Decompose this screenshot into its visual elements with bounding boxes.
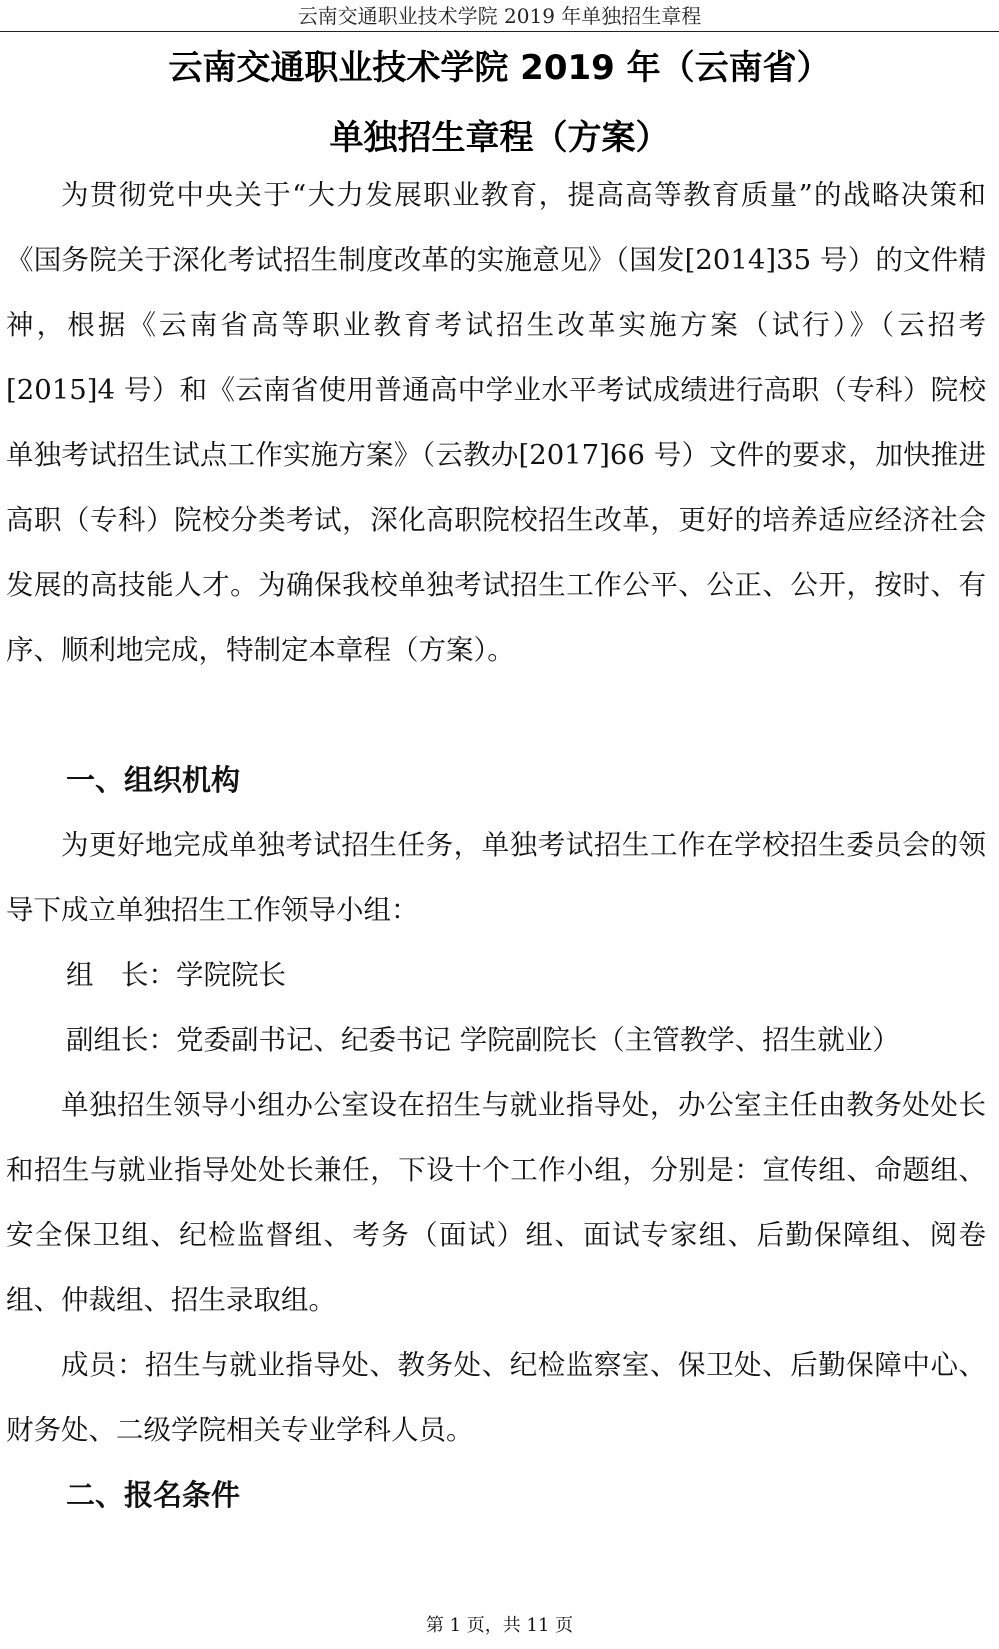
document-title-line-2: 单独招生章程（方案） <box>329 118 670 158</box>
section-heading-eligibility: 二、报名条件 <box>66 1478 241 1512</box>
intro-paragraph: 为贯彻党中央关于“大力发展职业教育，提高高等教育质量”的战略决策和《国务院关于深化考试招生制度改革的实施意见》（国发[2014]35 号）的文件精神，根据《云南省高等职业教育考试招生改革实施方案（试行）》（云招考[2015]4 号）和《云南省使用普通高中学业水平考试成绩进行高职（专科）院校单独考试招生试点工作实施方案》（云教办[2017]66 号）文件的要求，加快推进高职（专科）院校分类考试，深化高职院校招生改革，更好的培养适应经济社会发展的高技能人才。为确保我校单独考试招生工作公平、公正、公开，按时、有序、顺利地完成，特制定本章程（方案）。 <box>6 179 986 666</box>
organization-intro-paragraph: 为更好地完成单独考试招生任务，单独考试招生工作在学校招生委员会的领导下成立单独招生工作领导小组： <box>6 829 986 926</box>
document-title-line-1: 云南交通职业技术学院 2019 年（云南省） <box>168 48 831 88</box>
header-divider <box>0 31 999 32</box>
members-paragraph: 成员：招生与就业指导处、教务处、纪检监察室、保卫处、后勤保障中心、财务处、二级学院相关专业学科人员。 <box>6 1349 986 1446</box>
deputy-leader-line: 副组长：党委副书记、纪委书记 学院副院长（主管教学、招生就业） <box>66 1024 900 1056</box>
running-header: 云南交通职业技术学院 2019 年单独招生章程 <box>297 4 702 28</box>
section-heading-organization: 一、组织机构 <box>66 763 241 797</box>
office-paragraph: 单独招生领导小组办公室设在招生与就业指导处，办公室主任由教务处处长和招生与就业指导处处长兼任，下设十个工作小组，分别是：宣传组、命题组、安全保卫组、纪检监督组、考务（面试）组、面试专家组、后勤保障组、阅卷组、仲裁组、招生录取组。 <box>6 1089 986 1316</box>
leader-line: 组 长：学院院长 <box>66 959 286 991</box>
page-number-footer: 第 1 页，共 11 页 <box>425 1615 574 1636</box>
